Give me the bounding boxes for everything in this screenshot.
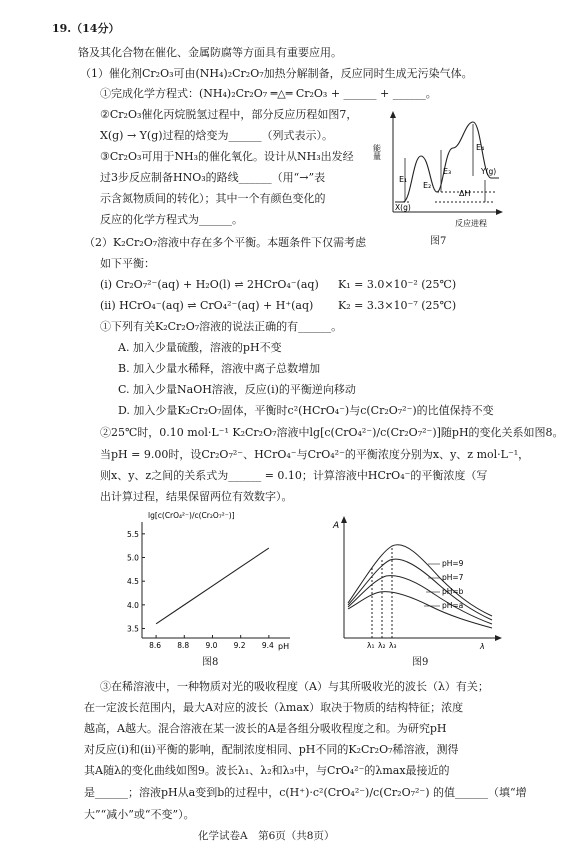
fig8-ytick-label: 5.0	[127, 553, 139, 563]
fig7-x-arrow	[496, 209, 503, 215]
option-b: B. 加入少量水稀释，溶液中离子总数增加	[118, 362, 321, 375]
fig7-label-e1: E₁	[399, 175, 408, 184]
part2-q3-line3: 越高，A越大。混合溶液在某一波长的A是各组分吸收程度之和。为研究pH	[84, 722, 447, 735]
fig7-caption: 图7	[430, 236, 447, 247]
fig8-ytick-label: 3.5	[127, 624, 139, 634]
part1-q2-line1: ②Cr₂O₃催化丙烷脱氢过程中，部分反应历程如图7，	[100, 108, 358, 121]
figure-9	[330, 508, 510, 653]
fig8-xtick-label: 9.4	[261, 641, 274, 650]
part2-title-line1: （2）K₂Cr₂O₇溶液中存在多个平衡。本题条件下仅需考虑	[84, 236, 367, 249]
fig8-ytick-label: 5.5	[127, 529, 139, 539]
part1-q2-line2: X(g) → Y(g)过程的焓变为______（列式表示）。	[100, 129, 334, 142]
fig9-x-arrow	[495, 635, 502, 641]
fig9-curve-ph9	[348, 545, 492, 616]
part2-q3-line6: 是______；溶液pH从a变到b的过程中，c(H⁺)·c²(CrO₄²⁻)/c(Cr₂O₇²⁻) 的值______（填“增	[84, 786, 527, 799]
fig7-ylabel: 能量	[372, 144, 382, 160]
fig9-tick-lambda1: λ₁	[367, 641, 375, 650]
option-c: C. 加入少量NaOH溶液，反应(i)的平衡逆向移动	[118, 383, 356, 396]
part2-q3-line7: 大”“减小”或“不变”）。	[84, 808, 195, 821]
fig8-xtick-label: 8.8	[177, 641, 190, 650]
fig8-xtick-label: 9.2	[233, 641, 246, 650]
page-footer: 化学试卷A 第6页（共8页）	[198, 830, 335, 842]
part2-q3-line5: 其A随λ的变化曲线如图9。波长λ₁、λ₂和λ₃中，与CrO₄²⁻的λmax最接近的	[84, 764, 450, 777]
part1-q3-line3: 示含氮物质间的转化）；其中一个有颜色变化的	[100, 192, 326, 205]
fig9-xlabel: λ	[480, 642, 485, 651]
fig7-label-e3: E₃	[443, 167, 452, 176]
fig9-curve-phb	[348, 576, 492, 624]
fig8-ytick-label: 4.0	[127, 600, 139, 610]
fig9-ylabel: A	[333, 521, 340, 531]
equilibrium-2-k: K₂ = 3.3×10⁻⁷ (25℃)	[338, 299, 457, 312]
fig9-legend-ph7: pH=7	[442, 573, 464, 582]
fig9-legend-pha: pH=a	[442, 601, 464, 610]
figure-8	[110, 508, 300, 653]
fig8-series-line	[156, 548, 269, 624]
fig7-label-dh: ΔH	[459, 189, 471, 198]
question-number: 19.（14分）	[52, 22, 120, 35]
part2-q2-line3: 则x、y、z之间的关系式为______ = 0.10；计算溶液中HCrO₄⁻的平衡浓度（写	[100, 469, 488, 482]
part2-q2-line1: ②25℃时，0.10 mol·L⁻¹ K₂Cr₂O₇溶液中lg[c(CrO₄²⁻)/c(Cr₂O₇²⁻)]随pH的变化关系如图8。	[100, 426, 564, 439]
fig9-tick-lambda2: λ₂	[378, 641, 386, 650]
fig7-xlabel: 反应进程	[455, 219, 487, 228]
part2-q2-line2: 当pH = 9.00时，设Cr₂O₇²⁻、HCrO₄⁻与CrO₄²⁻的平衡浓度分别为x、y、z mol·L⁻¹，	[100, 448, 530, 461]
part2-q3-line4: 对反应(i)和(ii)平衡的影响，配制浓度相同、pH不同的K₂Cr₂O₇稀溶液，测得	[84, 743, 459, 756]
equilibrium-1-k: K₁ = 3.0×10⁻² (25℃)	[338, 278, 457, 291]
part1-q3-line1: ③Cr₂O₃可用于NH₃的催化氧化。设计从NH₃出发经	[100, 150, 354, 163]
fig7-label-e4: E₄	[476, 143, 485, 152]
option-a: A. 加入少量硫酸，溶液的pH不变	[118, 341, 282, 354]
fig8-xtick-label: 8.6	[149, 641, 162, 650]
part1-q1: ①完成化学方程式：(NH₄)₂Cr₂O₇ ═△═ Cr₂O₃ + ______ + ______。	[100, 87, 437, 100]
fig7-label-y: Y(g)	[481, 167, 497, 176]
fig8-ylabel: lg[c(CrO₄²⁻)/c(Cr₂O₇²⁻)]	[148, 511, 235, 520]
fig7-y-arrow	[390, 111, 396, 118]
question-intro: 铬及其化合物在催化、金属防腐等方面具有重要应用。	[78, 46, 342, 59]
part1-q3-line4: 反应的化学方程式为______。	[100, 213, 243, 226]
part1-q3-line2: 过3步反应制备HNO₃的路线______（用“→”表	[100, 171, 326, 184]
option-d: D. 加入少量K₂Cr₂O₇固体，平衡时c²(HCrO₄⁻)与c(Cr₂O₇²⁻)的比值保持不变	[118, 404, 494, 417]
part1-title: （1）催化剂Cr₂O₃可由(NH₄)₂Cr₂O₇加热分解制备，反应同时生成无污染气体。	[80, 67, 473, 80]
fig7-label-x: X(g)	[395, 203, 411, 212]
figure-7	[372, 106, 505, 234]
part2-q3-line2: 在一定波长范围内，最大A对应的波长（λmax）取决于物质的结构特征；浓度	[84, 701, 464, 714]
fig9-curve-ph7	[348, 559, 492, 620]
fig7-energy-curve	[395, 122, 499, 202]
equilibrium-1: (i) Cr₂O₇²⁻(aq) + H₂O(l) ⇌ 2HCrO₄⁻(aq)	[100, 278, 319, 291]
fig8-xtick-label: 9.0	[205, 641, 218, 650]
fig9-y-arrow	[341, 516, 347, 523]
fig7-label-e2: E₂	[423, 181, 432, 190]
fig9-caption: 图9	[412, 657, 429, 668]
fig8-ytick-label: 4.5	[127, 577, 139, 587]
part2-title-line2: 如下平衡：	[100, 257, 155, 270]
fig9-tick-lambda3: λ₃	[389, 641, 397, 650]
part2-q1: ①下列有关K₂Cr₂O₇溶液的说法正确的有______。	[100, 320, 343, 333]
fig9-curve-pha	[348, 592, 492, 628]
fig8-xlabel: pH	[278, 642, 290, 651]
fig9-legend-ph9: pH=9	[442, 559, 464, 568]
fig8-caption: 图8	[202, 657, 219, 668]
part2-q3-line1: ③在稀溶液中，一种物质对光的吸收程度（A）与其所吸收光的波长（λ）有关；	[100, 680, 489, 693]
equilibrium-2: (ii) HCrO₄⁻(aq) ⇌ CrO₄²⁻(aq) + H⁺(aq)	[100, 299, 314, 312]
part2-q2-line4: 出计算过程，结果保留两位有效数字）。	[100, 490, 293, 503]
fig9-legend-phb: pH=b	[442, 587, 464, 596]
